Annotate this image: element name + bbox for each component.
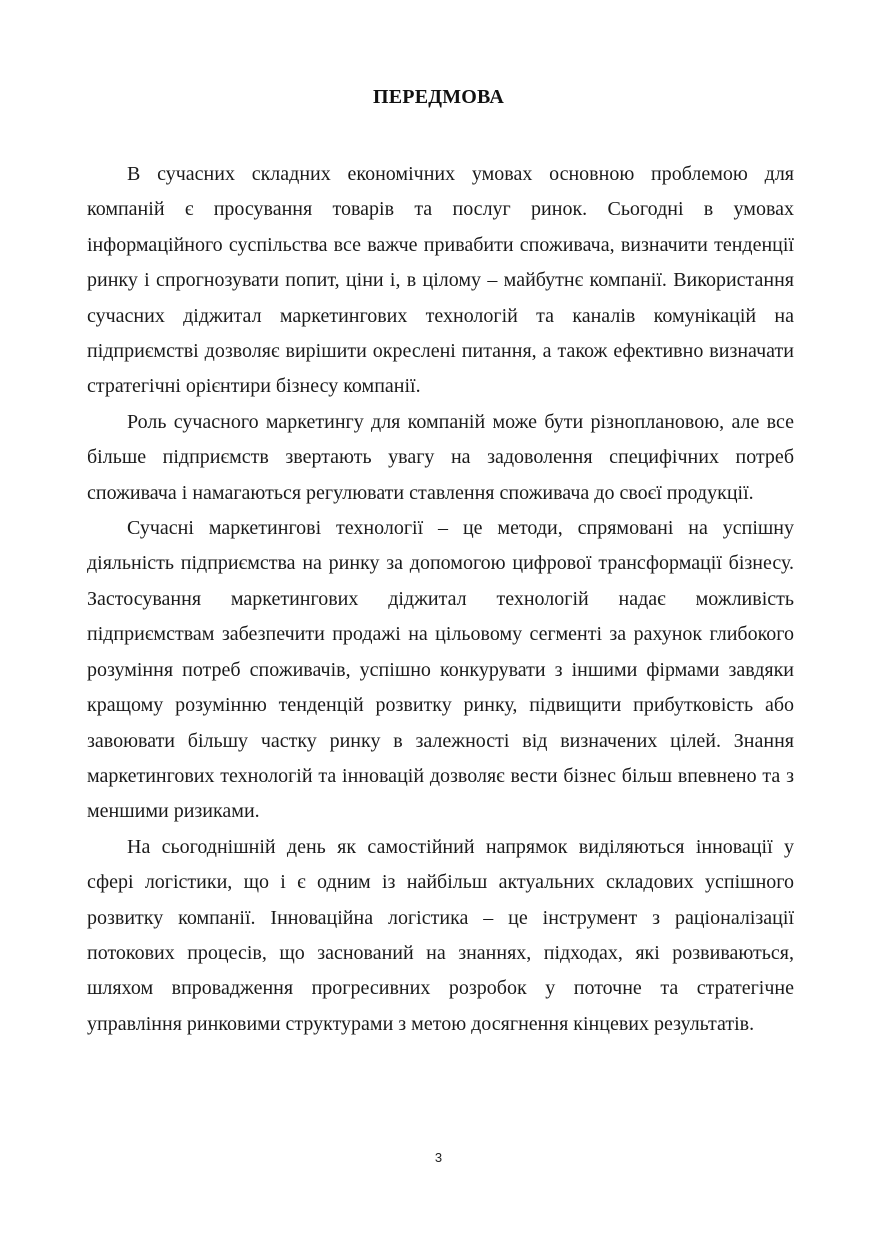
- paragraph: Сучасні маркетингові технології – це методи, спрямовані на успішну діяльність підприємства на ринку за допомогою цифрової трансформації бізнесу. Застосування маркетингових діджитал технологій надає можливість підприємствам забезпечити продажі на цільовому сегменті за рахунок глибокого розуміння потреб споживачів, успішно конкурувати з іншими фірмами завдяки кращому розумінню тенденцій розвитку ринку, підвищити прибутковість або завоювати більшу частку ринку в залежності від визначених цілей. Знання маркетингових технологій та інновацій дозволяє вести бізнес більш впевнено та з меншими ризиками.: [87, 517, 794, 823]
- body-text: [87, 157, 794, 1042]
- page-title: ПЕРЕДМОВА: [373, 86, 504, 108]
- paragraph: Роль сучасного маркетингу для компаній може бути різноплановою, але все більше підприємств звертають увагу на задоволення специфічних потреб споживача і намагаються регулювати ставлення споживача до своєї продукції.: [87, 410, 794, 504]
- page-number: 3: [434, 1150, 443, 1165]
- paragraph: В сучасних складних економічних умовах основною проблемою для компаній є просування товарів та послуг ринок. Сьогодні в умовах інформаційного суспільства все важче привабити споживача, визначити тенденції ринку і спрогнозувати попит, ціни і, в цілому – майбутнє компанії. Використання сучасних діджитал маркетингових технологій та каналів комунікацій на підприємстві дозволяє вирішити окреслені питання, а також ефективно визначати стратегічні орієнтири бізнесу компанії.: [87, 163, 794, 398]
- paragraph: На сьогоднішній день як самостійний напрямок виділяються інновації у сфері логістики, що і є одним із найбільш актуальних складових успішного розвитку компанії. Інноваційна логістика – це інструмент з раціоналізації потокових процесів, що заснований на знаннях, підходах, які розвиваються, шляхом впровадження прогресивних розробок у поточне та стратегічне управління ринковими структурами з метою досягнення кінцевих результатів.: [87, 835, 794, 1035]
